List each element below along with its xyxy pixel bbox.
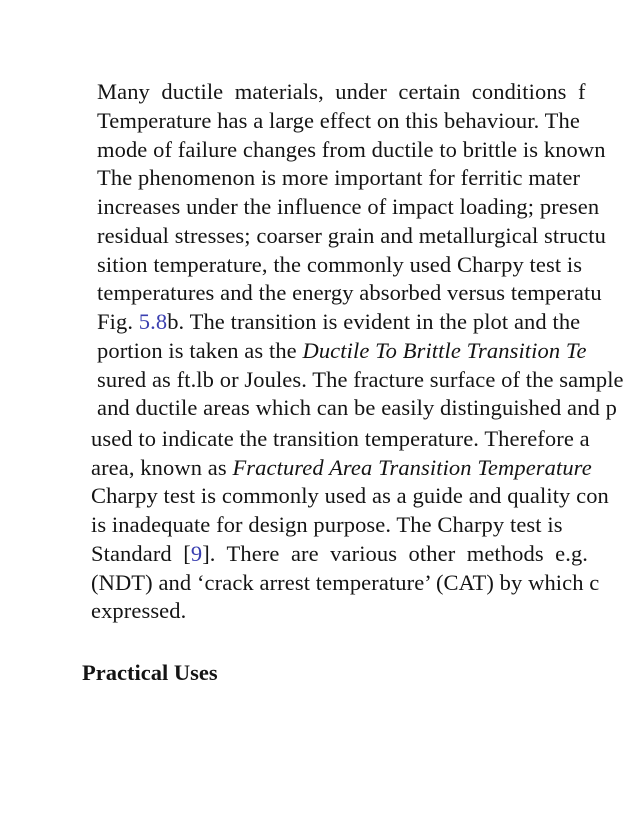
paragraph-line: Charpy test is commonly used as a guide and quality con xyxy=(91,483,609,508)
paragraph-line: temperatures and the energy absorbed versus temperatu xyxy=(97,280,602,305)
line-text: ]. There are various other methods e.g. xyxy=(202,541,589,566)
paragraph-line: (NDT) and ‘crack arrest temperature’ (CAT) by which c xyxy=(91,570,600,595)
paragraph-line: sition temperature, the commonly used Charpy test is xyxy=(97,252,583,277)
paragraph-line xyxy=(91,540,588,568)
paragraph-line xyxy=(97,308,580,336)
figure-reference-link[interactable]: 5.8 xyxy=(138,309,168,334)
paragraph-line: is inadequate for design purpose. The Charpy test is xyxy=(91,512,563,537)
section-heading: Practical Uses xyxy=(82,660,218,685)
italic-term: Ductile To Brittle Transition Te xyxy=(302,338,587,363)
paragraph-line: expressed. xyxy=(91,598,187,623)
paragraph-line xyxy=(97,337,587,365)
italic-term: Fractured Area Transition Temperature xyxy=(232,455,592,480)
paragraph-line: Many ductile materials, under certain conditions f xyxy=(97,79,586,104)
paragraph-line xyxy=(91,454,592,482)
paragraph-line: sured as ft.lb or Joules. The fracture surface of the sample xyxy=(97,367,624,392)
paragraph-line: and ductile areas which can be easily distinguished and p xyxy=(97,395,617,420)
citation-reference-link[interactable]: 9 xyxy=(190,541,203,566)
paragraph-line: used to indicate the transition temperature. Therefore a xyxy=(91,426,590,451)
line-text: area, known as xyxy=(91,455,233,480)
line-text: portion is taken as the xyxy=(97,338,303,363)
paragraph-line: The phenomenon is more important for ferritic mater xyxy=(97,165,581,190)
paragraph-line: increases under the influence of impact loading; presen xyxy=(97,194,600,219)
paragraph-line: residual stresses; coarser grain and metallurgical structu xyxy=(97,223,606,248)
line-text: Fig. xyxy=(97,309,139,334)
line-text: Standard [ xyxy=(91,541,191,566)
line-text: b. The transition is evident in the plot and the xyxy=(167,309,581,334)
paragraph-line: mode of failure changes from ductile to brittle is known xyxy=(97,137,606,162)
paragraph-line: Temperature has a large effect on this behaviour. The xyxy=(97,108,580,133)
